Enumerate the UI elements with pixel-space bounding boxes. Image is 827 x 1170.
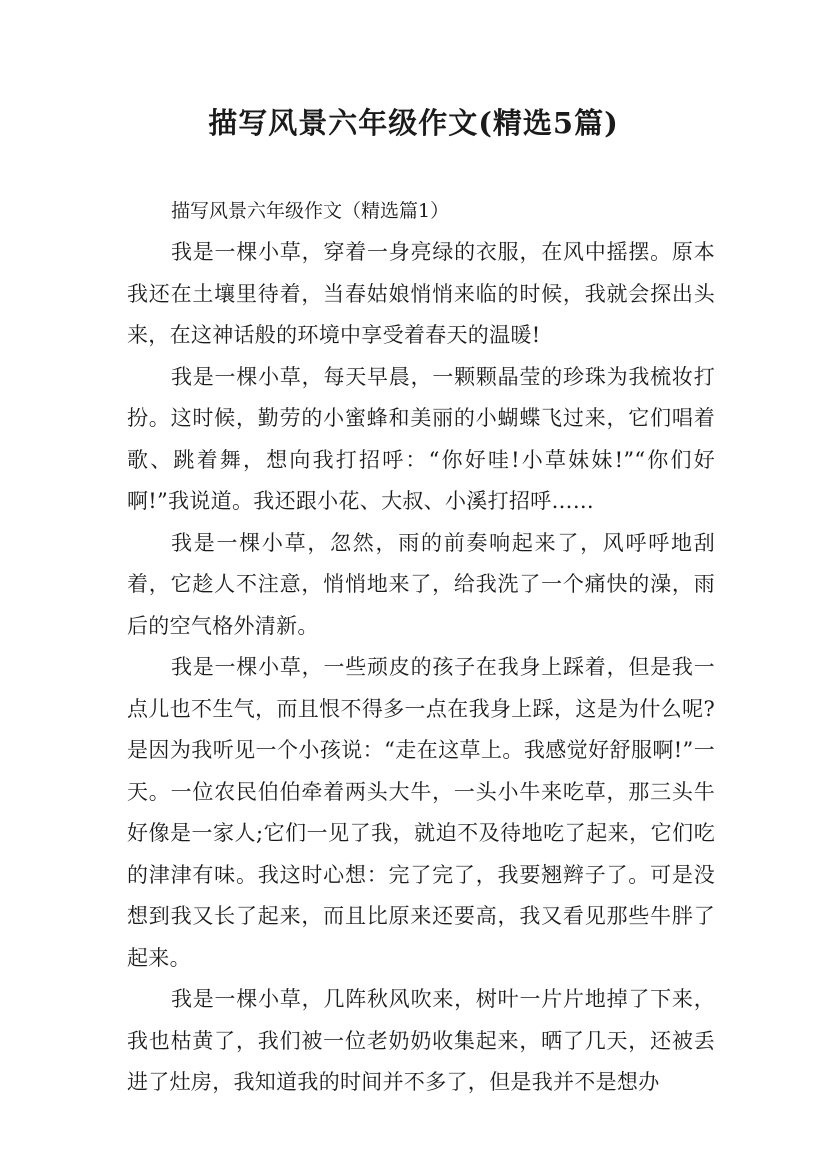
paragraph-5: 我是一棵小草，几阵秋风吹来，树叶一片片地掉了下来，我也枯黄了，我们被一位老奶奶收集起来，晒了几天，还被丢进了灶房，我知道我的时间并不多了，但是我并不是想办 (127, 987, 715, 1094)
paragraph-2: 我是一棵小草，每天早晨，一颗颗晶莹的珍珠为我梳妆打扮。这时候，勤劳的小蜜蜂和美丽的小蝴蝶飞过来，它们唱着歌、跳着舞，想向我打招呼：“你好哇!小草妹妹!”“你们好啊!”我说道。我还跟小花、大叔、小溪打招呼…… (127, 364, 715, 513)
document-body (127, 190, 715, 1104)
paragraph-1: 我是一棵小草，穿着一身亮绿的衣服，在风中摇摆。原本我还在土壤里待着，当春姑娘悄悄来临的时候，我就会探出头来，在这神话般的环境中享受着春天的温暖! (127, 240, 715, 347)
document-title: 描写风景六年级作文(精选5篇) (208, 106, 619, 140)
section-heading: 描写风景六年级作文（精选篇1） (171, 200, 450, 222)
paragraph-3: 我是一棵小草，忽然，雨的前奏响起来了，风呼呼地刮着，它趁人不注意，悄悄地来了，给我洗了一个痛快的澡，雨后的空气格外清新。 (127, 530, 715, 638)
paragraph-4: 我是一棵小草，一些顽皮的孩子在我身上踩着，但是我一点儿也不生气，而且恨不得多一点在我身上踩，这是为什么呢?是因为我听见一个小孩说：“走在这草上。我感觉好舒服啊!”一天。一位农民伯伯牵着两头大牛，一头小牛来吃草，那三头牛好像是一家人;它们一见了我，就迫不及待地吃了起来，它们吃的津津有味。我这时心想：完了完了，我要翘辫子了。可是没想到我又长了起来，而且比原来还要高，我又看见那些牛胖了起来。 (127, 655, 715, 970)
